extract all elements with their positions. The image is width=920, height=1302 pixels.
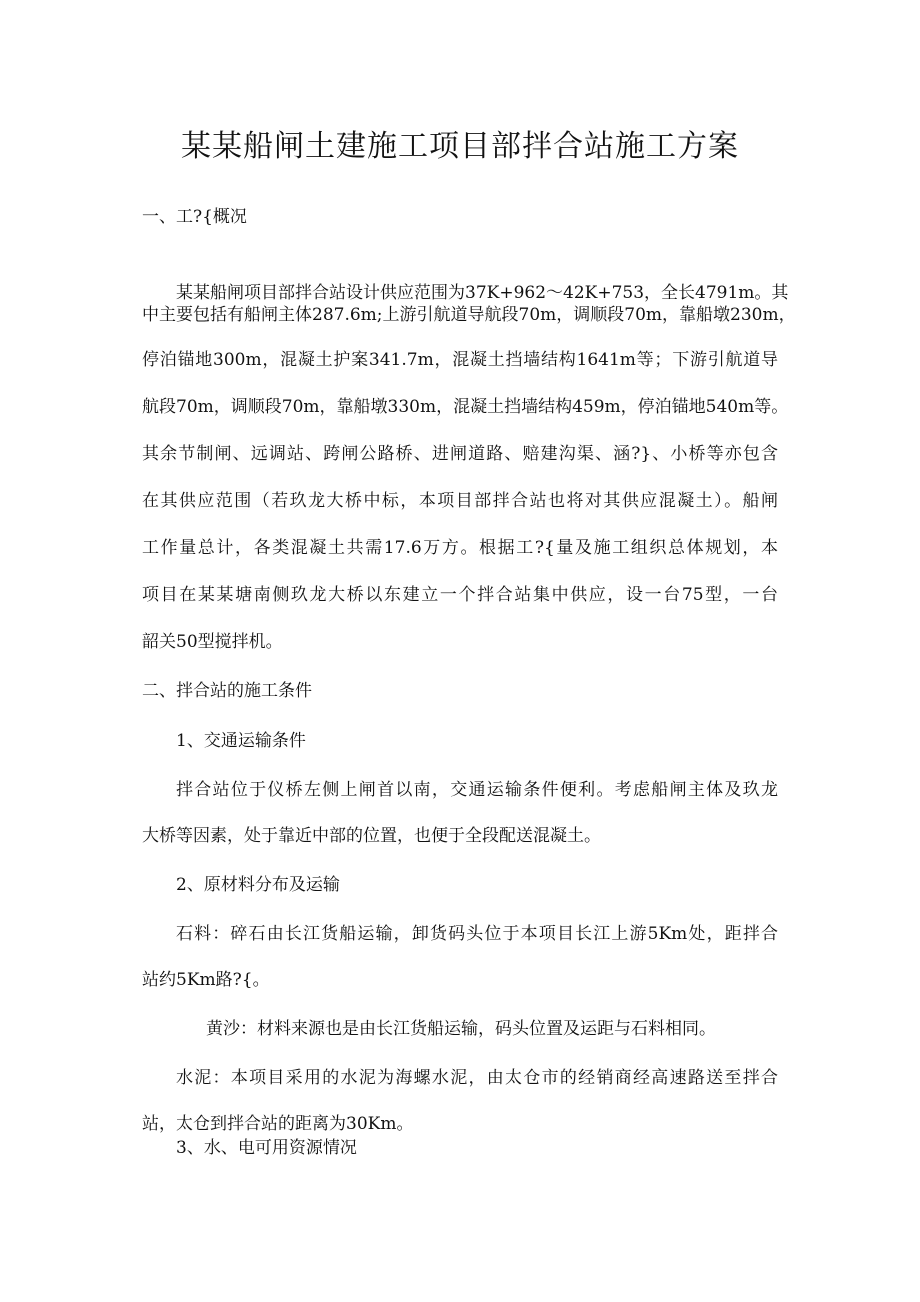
paragraph-line: 中主要包括有船闸主体287.6m;上游引航道导航段70m，调顺段70m，靠船墩230m，: [142, 305, 796, 325]
paragraph-line: 工作量总计，各类混凝土共需17.6万方。根据工?{量及施工组织总体规划，本: [142, 538, 778, 558]
paragraph-line: 某某船闸项目部拌合站设计供应范围为37K+962～42K+753，全长4791m。其: [176, 283, 789, 303]
document-title: 某某船闸土建施工项目部拌合站施工方案: [181, 129, 739, 164]
paragraph-line: 其余节制闸、远调站、跨闸公路桥、进闸道路、赔建沟渠、涵?}、小桥等亦包含: [142, 444, 778, 464]
paragraph-line: 黄沙：材料来源也是由长江货船运输，码头位置及运距与石料相同。: [206, 1019, 716, 1039]
paragraph-line: 站约5Km路?{。: [142, 970, 270, 990]
paragraph-line: 停泊锚地300m，混凝土护案341.7m，混凝土挡墙结构1641m等；下游引航道导: [142, 350, 778, 370]
paragraph-line: 大桥等因素，处于靠近中部的位置，也便于全段配送混凝土。: [142, 826, 601, 846]
subsection-1-heading: 1、交通运输条件: [176, 731, 306, 751]
section-1-heading: 一、工?{概况: [142, 207, 247, 227]
paragraph-line: 拌合站位于仪桥左侧上闸首以南，交通运输条件便利。考虑船闸主体及玖龙: [176, 780, 778, 800]
section-2-heading: 二、拌合站的施工条件: [142, 681, 312, 701]
subsection-2-heading: 2、原材料分布及运输: [176, 875, 340, 895]
paragraph-line: 韶关50型搅拌机。: [142, 632, 283, 652]
subsection-3-heading: 3、水、电可用资源情况: [176, 1138, 357, 1158]
paragraph-line: 项目在某某塘南侧玖龙大桥以东建立一个拌合站集中供应，设一台75型，一台: [142, 585, 778, 605]
paragraph-line: 站，太仓到拌合站的距离为30Km。: [142, 1114, 414, 1134]
paragraph-line: 航段70m，调顺段70m，靠船墩330m，混凝土挡墙结构459m，停泊锚地540m等。: [142, 397, 789, 417]
paragraph-line: 在其供应范围（若玖龙大桥中标，本项目部拌合站也将对其供应混凝土）。船闸: [142, 491, 778, 511]
paragraph-line: 水泥：本项目采用的水泥为海螺水泥，由太仓市的经销商经高速路送至拌合: [176, 1068, 778, 1088]
paragraph-line: 石料：碎石由长江货船运输，卸货码头位于本项目长江上游5Km处，距拌合: [176, 924, 778, 944]
